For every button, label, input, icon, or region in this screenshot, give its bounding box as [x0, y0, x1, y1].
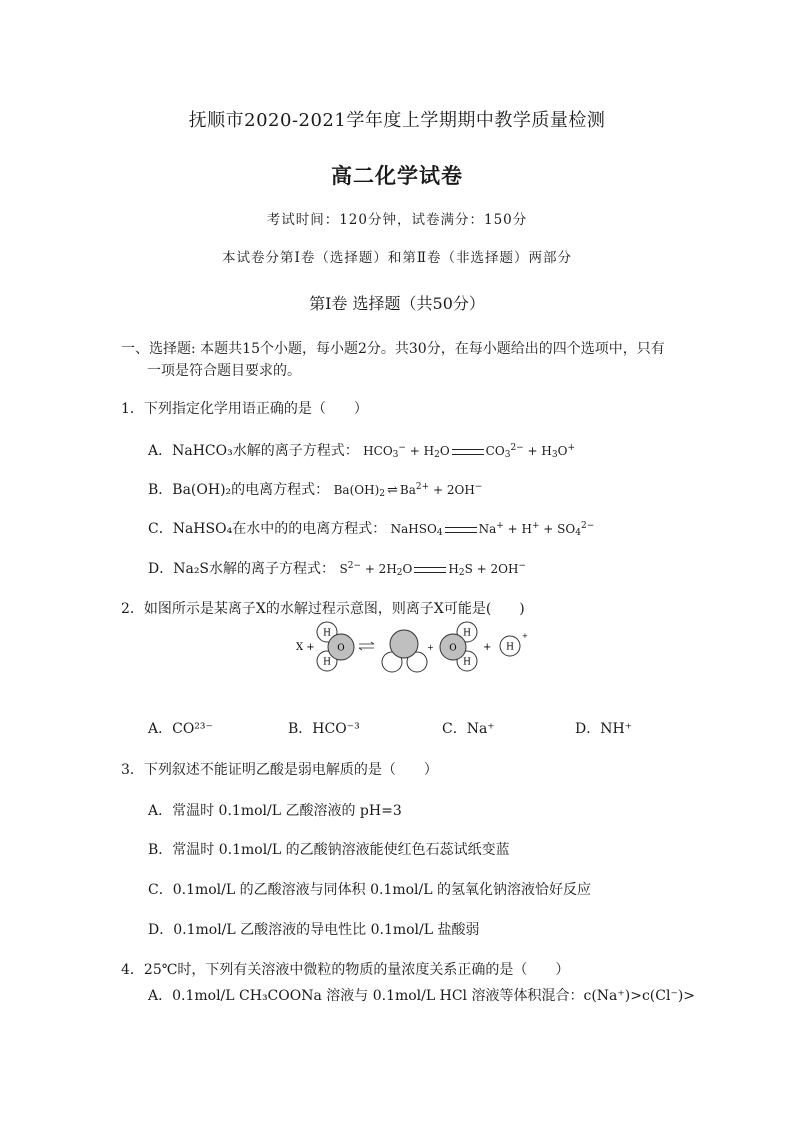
option-c-equation: NaHSO$_4$ $Na^+ + H^+ + SO_4^{2-}$ [390, 521, 595, 538]
diagram-plus-sign: + [483, 642, 492, 653]
part-one-title: 第Ⅰ卷 选择题（共50分） [309, 294, 485, 313]
question-2-option-d: D．NH⁺ [575, 721, 633, 737]
question-1-stem: 1．下列指定化学用语正确的是（ ） [121, 401, 368, 417]
h-atom-label: H [323, 628, 331, 639]
hydroxide-icon [440, 622, 477, 671]
option-a-equation: $HCO_3^- + H_2O$ $CO_3^{2-} + H_3O^+$ [363, 443, 575, 460]
question-2-stem: 2．如图所示是某离子X的水解过程示意图，则离子X可能是( ) [121, 601, 525, 617]
question-1-option-b [148, 479, 482, 499]
question-3-stem: 3．下列叙述不能证明乙酸是弱电解质的是（ ） [121, 762, 438, 778]
water-molecule-icon [317, 622, 354, 671]
question-2-option-a: A．CO²³⁻ [148, 721, 213, 737]
question-1-option-d [148, 558, 526, 578]
question-1-option-c [148, 518, 594, 538]
question-3-option-d: D．0.1mol/L 乙酸溶液的导电性比 0.1mol/L 盐酸弱 [148, 922, 480, 938]
h-atom-label: H [323, 657, 331, 668]
question-3-option-b: B．常温时 0.1mol/L 的乙酸钠溶液能使红色石蕊试纸变蓝 [148, 842, 510, 858]
option-a-label: A．NaHCO₃水解的离子方程式： [148, 443, 359, 459]
diagram-x-label: X + [296, 642, 315, 653]
question-3-option-c: C．0.1mol/L 的乙酸溶液与同体积 0.1mol/L 的氢氧化钠溶液恰好反应 [148, 882, 591, 898]
section-one-line1: 一、选择题: 本题共15个小题，每小题2分。共30分，在每小题给出的四个选项中，只有 [121, 341, 665, 357]
section-one-instructions [121, 338, 681, 382]
question-2-option-b: B．HCO⁻³ [288, 721, 360, 737]
option-b-label: B．Ba(OH)₂的电离方程式： [148, 482, 330, 498]
hydrogen-ion-icon [500, 632, 528, 656]
product-ion-icon [382, 630, 427, 672]
option-d-label: D．Na₂S水解的离子方程式： [148, 561, 336, 577]
h-atom-label: H [463, 628, 471, 639]
option-c-label: C．NaHSO₄在水中的的电离方程式： [148, 521, 387, 537]
o-atom-label: O [337, 643, 345, 654]
question-4-option-a: A．0.1mol/L CH₃COONa 溶液与 0.1mol/L HCl 溶液等体积混合：c(Na⁺)>c(Cl⁻)> [148, 988, 696, 1004]
h-atom-label: H [506, 642, 514, 653]
hydrolysis-diagram [290, 618, 530, 674]
section-one-line2: 一项是符合题目要求的。 [147, 363, 301, 379]
question-2-option-c: C．Na⁺ [442, 721, 495, 737]
paper-title: 高二化学试卷 [331, 163, 463, 188]
h-charge-label: + [522, 632, 528, 640]
school-exam-title: 抚顺市2020-2021学年度上学期期中教学质量检测 [188, 110, 606, 131]
option-b-equation: $Ba(OH)_2$ ⇌ $Ba^{2+} + 2OH^-$ [333, 482, 483, 499]
exam-time-info: 考试时间：120分钟，试卷满分：150分 [266, 212, 528, 228]
option-d-equation: $S^{2-} + 2H_2O$ $H_2S + 2OH^-$ [339, 561, 526, 578]
h-atom-label: H [463, 657, 471, 668]
question-4-stem: 4．25℃时，下列有关溶液中微粒的物质的量浓度关系正确的是（ ） [121, 962, 570, 978]
question-3-option-a: A．常温时 0.1mol/L 乙酸溶液的 pH=3 [148, 803, 402, 819]
o-atom-label: O [449, 643, 457, 654]
question-1-option-a [148, 440, 575, 460]
diagram-plus-sign: + [427, 643, 434, 652]
exam-parts-info: 本试卷分第Ⅰ卷（选择题）和第Ⅱ卷（非选择题）两部分 [221, 250, 572, 266]
equilibrium-arrow-icon [359, 642, 374, 650]
